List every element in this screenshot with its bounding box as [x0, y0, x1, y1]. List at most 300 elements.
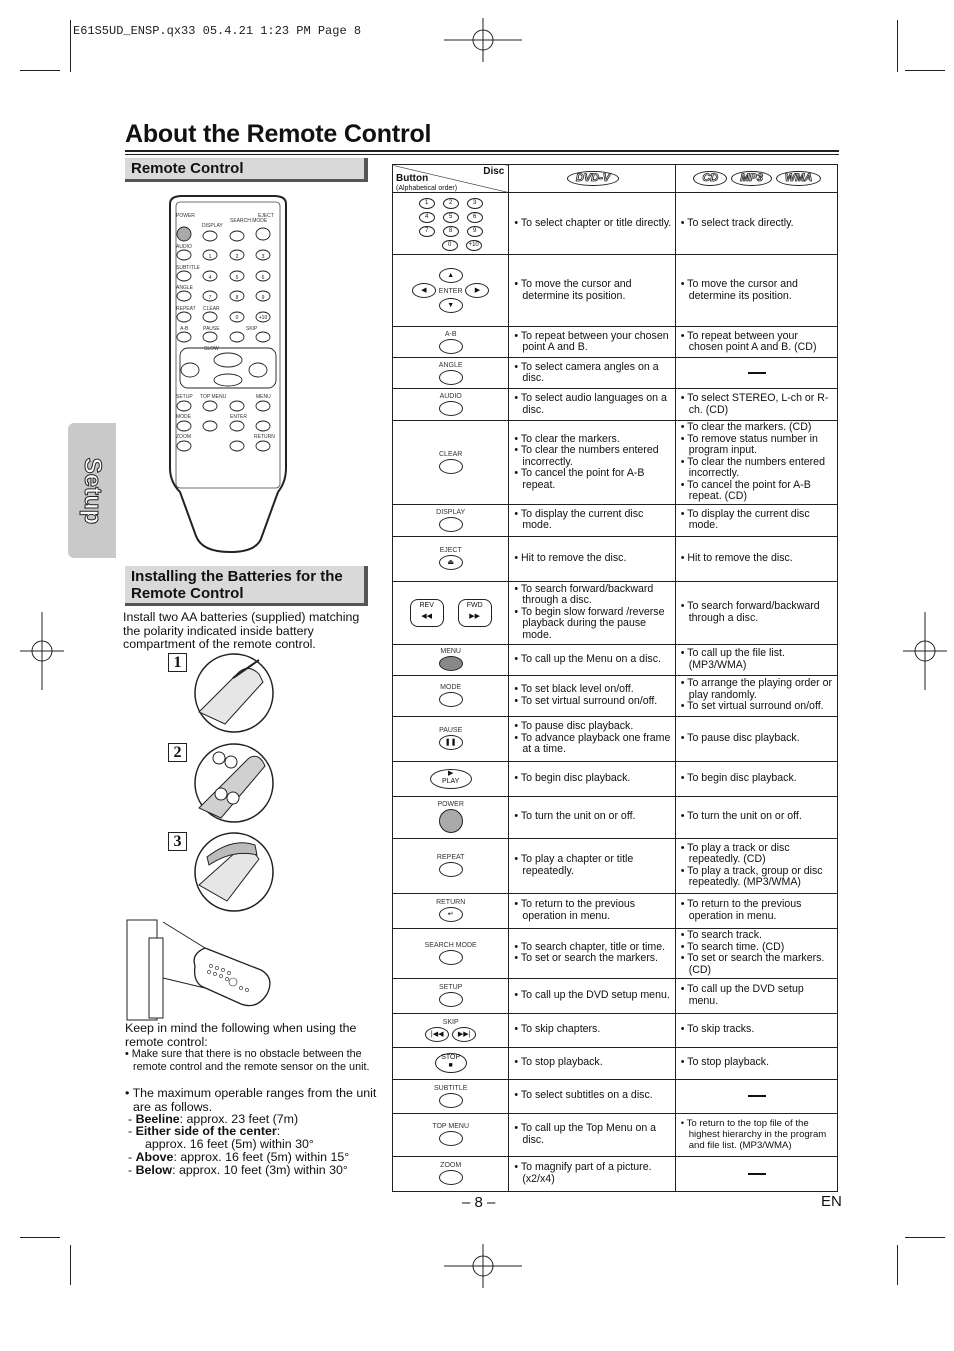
button-label: CLEAR	[439, 450, 463, 458]
function-bullet: • To return to the top file of the highest hierarchy in the program and file list. (MP3/WMA)	[680, 1118, 827, 1151]
button-cell	[393, 1156, 509, 1191]
remote-key-1: 1	[208, 254, 212, 260]
remote-label-eject: EJECT	[258, 213, 274, 219]
function-bullet: • To return to the previous operation in menu.	[680, 898, 802, 922]
function-cell	[509, 796, 675, 838]
function-bullet: • To stop playback.	[680, 1056, 770, 1069]
function-text: To select STEREO, L-ch or R-ch. (CD)	[687, 392, 829, 416]
function-cell	[675, 421, 837, 505]
function-bullet: • To skip chapters.	[514, 1023, 601, 1036]
function-text: To call up the DVD setup menu.	[520, 988, 670, 1001]
button-label: SUBTITLE	[433, 1084, 468, 1092]
not-applicable-dash	[748, 1095, 766, 1097]
button-label: REPEAT	[436, 854, 465, 861]
setup-tab-label: Setup	[79, 457, 106, 524]
button-cell	[393, 675, 509, 716]
function-bullet: • To search time. (CD)	[680, 940, 785, 953]
function-cell	[675, 389, 837, 421]
table-header-cd-mp3-wma	[675, 165, 837, 193]
remote-button-icon	[439, 692, 463, 707]
function-text: To arrange the playing order or play randomly.	[687, 677, 833, 701]
range-side-value: approx. 16 feet (5m) within 30°	[145, 1137, 314, 1151]
number-key: 0	[442, 240, 458, 251]
function-text: To clear the markers. (CD)	[687, 421, 812, 433]
function-text: To call up the DVD setup menu.	[687, 983, 804, 1007]
range-above-label: Above	[135, 1150, 174, 1164]
function-text: To select subtitles on a disc.	[520, 1089, 653, 1102]
notes-bullet-2-text: The maximum operable ranges from the unit are as follows.	[132, 1086, 377, 1114]
function-bullet: • To stop playback.	[514, 1056, 603, 1069]
function-bullet: • To select chapter or title directly.	[514, 216, 672, 229]
function-bullet: • To begin disc playback.	[680, 771, 797, 784]
crop-mark	[897, 1245, 898, 1285]
button-cell	[393, 389, 509, 421]
table-header-row	[393, 165, 838, 193]
remote-aiming-illustration	[125, 918, 275, 1022]
remote-label-clear: CLEAR	[203, 306, 220, 312]
function-bullet: • To select audio languages on a disc.	[514, 392, 667, 416]
button-cell	[393, 255, 509, 327]
function-text: To play a chapter or title repeatedly.	[520, 853, 634, 877]
function-cell	[509, 358, 675, 389]
function-text: To skip tracks.	[687, 1023, 755, 1036]
function-bullet: • To call up the DVD setup menu.	[680, 983, 804, 1007]
table-row	[393, 1047, 838, 1079]
function-cell	[509, 1156, 675, 1191]
remote-key-plus10: +10	[258, 315, 268, 321]
function-text: To select camera angles on a disc.	[520, 360, 659, 384]
cursor-keys-icon	[393, 268, 508, 313]
battery-step-2-illustration	[193, 742, 275, 824]
battery-step-3-illustration	[193, 831, 275, 913]
table-row	[393, 421, 838, 505]
remote-label-slow: SLOW	[204, 346, 219, 352]
button-label: A-B	[444, 330, 457, 338]
function-bullet: • To search track.	[680, 929, 762, 941]
function-text: To begin disc playback.	[687, 771, 797, 784]
function-cell	[509, 421, 675, 505]
remote-label-display: DISPLAY	[202, 223, 223, 229]
table-row	[393, 536, 838, 581]
function-cell	[675, 716, 837, 761]
function-cell	[509, 675, 675, 716]
remote-button-icon	[439, 370, 463, 385]
function-cell	[509, 1013, 675, 1047]
function-bullet: • To select subtitles on a disc.	[514, 1089, 653, 1102]
function-bullet: • To remove status number in program input.	[680, 432, 818, 456]
function-text: To turn the unit on or off.	[520, 810, 636, 823]
remote-label-zoom: ZOOM	[176, 434, 191, 440]
function-bullet: • To set virtual surround on/off.	[514, 694, 658, 707]
remote-button-icon	[439, 459, 463, 474]
title-rule	[125, 150, 839, 152]
remote-control-illustration	[160, 192, 300, 564]
function-cell	[675, 193, 837, 255]
crop-mark	[897, 20, 898, 72]
number-key: 4	[419, 212, 435, 223]
function-bullet: • To skip tracks.	[680, 1023, 755, 1036]
function-text: To remove status number in program input.	[687, 432, 818, 456]
function-text: To move the cursor and determine its position.	[687, 278, 798, 302]
table-row	[393, 1156, 838, 1191]
function-bullet: • To move the cursor and determine its position.	[514, 278, 632, 302]
function-cell	[675, 1013, 837, 1047]
skip-forward-icon: ▶▶|	[452, 1027, 476, 1042]
up-arrow-icon: ▲	[439, 268, 463, 283]
setup-side-tab	[68, 423, 116, 558]
button-cell	[393, 581, 509, 644]
stop-label: STOP	[441, 1054, 461, 1061]
function-cell	[675, 893, 837, 928]
function-cell	[509, 255, 675, 327]
function-text: To cancel the point for A-B repeat. (CD)	[687, 478, 811, 502]
function-bullet: • To call up the Top Menu on a disc.	[514, 1122, 657, 1146]
function-text: To call up the Menu on a disc.	[520, 652, 661, 665]
button-cell	[393, 644, 509, 675]
function-text: To begin disc playback.	[520, 771, 631, 784]
function-bullet: • To select track directly.	[680, 216, 794, 229]
notes-bullet-1: • Make sure that there is no obstacle between the remote control and the remote sensor on the unit.	[125, 1048, 370, 1073]
function-text: To skip chapters.	[520, 1023, 601, 1036]
button-label: MODE	[440, 684, 462, 691]
table-row	[393, 504, 838, 536]
remote-label-enter: ENTER	[230, 414, 247, 420]
remote-key-6: 6	[261, 275, 265, 281]
function-text: To pause disc playback.	[520, 720, 634, 733]
crop-mark	[905, 70, 945, 71]
right-arrow-icon: ▶	[465, 283, 489, 298]
function-text: To set virtual surround on/off.	[520, 694, 658, 707]
function-bullet: • To turn the unit on or off.	[514, 810, 636, 823]
cd-logo-icon: CD	[693, 171, 727, 187]
function-text: To search forward/backward through a disc.	[520, 582, 654, 607]
number-key: 9	[467, 226, 483, 237]
button-cell	[393, 327, 509, 358]
fwd-button-icon: FWD ▶▶	[458, 599, 492, 627]
table-header-dvd	[509, 165, 675, 193]
function-text: To move the cursor and determine its position.	[520, 278, 632, 302]
number-keypad-icon	[393, 194, 508, 254]
function-cell	[509, 389, 675, 421]
function-text: To select track directly.	[687, 216, 794, 229]
function-bullet: • To search forward/backward through a disc.	[680, 600, 820, 624]
button-cell	[393, 978, 509, 1013]
remote-label-power: POWER	[176, 213, 195, 219]
function-bullet: • To return to the previous operation in menu.	[514, 898, 636, 922]
function-text: To select audio languages on a disc.	[520, 392, 667, 416]
function-bullet: • To call up the Menu on a disc.	[514, 652, 661, 665]
crop-mark	[70, 20, 71, 72]
function-cell	[509, 581, 675, 644]
skip-back-icon: |◀◀	[425, 1027, 449, 1042]
function-bullet: • To set virtual surround on/off.	[680, 700, 824, 713]
range-below-label: Below	[135, 1163, 173, 1177]
button-cell	[393, 1013, 509, 1047]
remote-button-icon	[439, 950, 463, 965]
button-function-table	[392, 164, 838, 1192]
remote-label-subtitle: SUBTITLE	[176, 265, 200, 271]
function-text: To call up the file list. (MP3/WMA)	[687, 647, 785, 671]
print-slug: E61S5UD_ENSP.qx33 05.4.21 1:23 PM Page 8	[73, 24, 362, 38]
table-row	[393, 978, 838, 1013]
function-cell	[509, 716, 675, 761]
button-label: MENU	[440, 648, 461, 655]
function-bullet: • To set or search the markers.	[514, 952, 658, 964]
table-row	[393, 255, 838, 327]
function-bullet: • To magnify part of a picture. (x2/x4)	[514, 1161, 652, 1185]
step-number: 2	[168, 743, 187, 762]
crop-mark	[20, 70, 60, 71]
remote-button-icon	[439, 809, 463, 833]
range-side: - Either side of the center:	[128, 1124, 281, 1138]
table-header-button: Button	[396, 173, 429, 184]
function-cell	[509, 893, 675, 928]
button-cell	[393, 1047, 509, 1079]
skip-label: SKIP	[442, 1018, 459, 1026]
table-row	[393, 1079, 838, 1113]
button-cell	[393, 536, 509, 581]
button-label: POWER	[437, 801, 464, 808]
table-row	[393, 1013, 838, 1047]
function-text: Hit to remove the disc.	[521, 551, 627, 564]
table-header-button-disc	[393, 165, 509, 193]
range-side-label: Either side of the center	[135, 1124, 277, 1138]
function-bullet: • To turn the unit on or off.	[680, 810, 802, 823]
number-key: 8	[443, 226, 459, 237]
rev-label: REV	[419, 601, 434, 609]
remote-key-0: 0	[235, 315, 239, 321]
table-row	[393, 644, 838, 675]
button-cell	[393, 193, 509, 255]
function-text: To turn the unit on or off.	[687, 810, 802, 823]
button-cell	[393, 796, 509, 838]
batteries-intro: Install two AA batteries (supplied) matching the polarity indicated inside battery compartment of the remote control.	[123, 610, 360, 651]
button-cell	[393, 928, 509, 978]
function-bullet: • To cancel the point for A-B repeat.	[514, 467, 645, 491]
button-cell	[393, 761, 509, 796]
function-bullet: • To clear the numbers entered incorrectly.	[514, 444, 659, 468]
rev-button-icon: REV ◀◀	[410, 599, 444, 627]
remote-label-top-menu: TOP MENU	[200, 394, 227, 400]
table-row	[393, 1113, 838, 1156]
remote-button-icon	[439, 862, 463, 877]
remote-button-icon	[439, 992, 463, 1007]
range-beeline-label: Beeline	[135, 1112, 180, 1126]
down-arrow-icon: ▼	[439, 298, 463, 313]
function-cell	[675, 928, 837, 978]
range-below: - Below: approx. 10 feet (3m) within 30°	[128, 1163, 348, 1177]
function-text: To stop playback.	[520, 1056, 603, 1069]
function-text: To set black level on/off.	[520, 683, 634, 695]
button-label: SETUP	[439, 984, 463, 991]
function-cell-none	[675, 1079, 837, 1113]
remote-button-icon	[439, 517, 463, 532]
remote-label-search-mode: SEARCH MODE	[230, 218, 268, 224]
table-row	[393, 358, 838, 389]
function-text: To repeat between your chosen point A and B.	[520, 329, 669, 353]
function-text: To search chapter, title or time.	[520, 940, 666, 953]
remote-button-icon	[439, 1093, 463, 1108]
number-key: 5	[443, 212, 459, 223]
function-bullet: • To play a chapter or title repeatedly.	[514, 853, 634, 877]
function-text: To search forward/backward through a disc.	[687, 600, 820, 624]
remote-label-audio: AUDIO	[176, 244, 192, 250]
function-text: To return to the previous operation in menu.	[520, 898, 636, 922]
remote-label-angle: ANGLE	[176, 285, 193, 291]
function-text: To clear the markers.	[520, 432, 620, 445]
remote-key-8: 8	[235, 295, 239, 301]
crop-mark	[20, 1237, 60, 1238]
function-cell	[675, 1113, 837, 1156]
function-cell	[509, 536, 675, 581]
number-key: 3	[467, 198, 483, 209]
function-cell	[675, 978, 837, 1013]
function-bullet: • To set black level on/off.	[514, 683, 634, 695]
function-bullet: • To clear the markers. (CD)	[680, 421, 812, 433]
number-key: +10	[466, 240, 482, 251]
page-title: About the Remote Control	[125, 120, 432, 148]
function-bullet: • To call up the file list. (MP3/WMA)	[680, 647, 785, 671]
function-cell	[675, 255, 837, 327]
table-row	[393, 581, 838, 644]
function-cell	[509, 1113, 675, 1156]
button-cell	[393, 421, 509, 505]
button-label: AUDIO	[439, 393, 462, 400]
remote-label-skip: SKIP	[246, 326, 258, 332]
function-bullet: • To repeat between your chosen point A and B. (CD)	[680, 329, 817, 353]
registration-mark-icon	[20, 612, 64, 690]
button-label: ENTER	[438, 288, 463, 296]
function-bullet: • To play a track, group or disc repeatedly. (MP3/WMA)	[680, 864, 823, 888]
function-cell	[675, 761, 837, 796]
table-row	[393, 761, 838, 796]
function-bullet: • Hit to remove the disc.	[514, 551, 627, 564]
remote-button-icon	[439, 401, 463, 416]
registration-mark-icon	[903, 612, 947, 690]
crop-mark	[70, 1245, 71, 1285]
table-row	[393, 193, 838, 255]
table-row	[393, 838, 838, 893]
function-bullet: • To pause disc playback.	[514, 720, 634, 733]
button-cell	[393, 358, 509, 389]
function-bullet: • To begin slow forward /reverse playback during the pause mode.	[514, 605, 665, 641]
function-cell-none	[675, 358, 837, 389]
range-above-value: : approx. 16 feet (5m) within 15°	[173, 1150, 350, 1164]
table-header-disc: Disc	[483, 166, 505, 177]
step-number: 3	[168, 832, 187, 851]
function-text: To clear the numbers entered incorrectly.	[687, 455, 825, 479]
function-text: To advance playback one frame at a time.	[520, 731, 671, 756]
function-text: To set or search the markers. (CD)	[687, 952, 825, 976]
function-cell	[509, 928, 675, 978]
number-key: 2	[443, 198, 459, 209]
function-cell	[509, 838, 675, 893]
function-cell	[509, 327, 675, 358]
range-beeline-value: : approx. 23 feet (7m)	[179, 1112, 299, 1126]
button-label: TOP MENU	[432, 1123, 470, 1130]
not-applicable-dash	[748, 1173, 766, 1175]
table-row	[393, 327, 838, 358]
batteries-heading: Installing the Batteries for the Remote Control	[125, 566, 368, 606]
function-cell	[675, 644, 837, 675]
play-label: PLAY	[441, 777, 460, 785]
remote-control-heading: Remote Control	[125, 158, 368, 182]
function-text: To search track.	[687, 929, 762, 941]
function-cell	[509, 761, 675, 796]
table-row	[393, 928, 838, 978]
function-cell	[509, 1079, 675, 1113]
function-text: To repeat between your chosen point A and B. (CD)	[687, 329, 817, 353]
function-text: To display the current disc mode.	[687, 507, 810, 531]
function-text: To return to the top file of the highest hierarchy in the program and file list. (MP3/WMA)	[686, 1118, 827, 1151]
notes-lead: Keep in mind the following when using the remote control:	[125, 1021, 357, 1049]
function-text: To stop playback.	[687, 1056, 770, 1069]
language-tag: EN	[821, 1193, 842, 1210]
function-text: To play a track or disc repeatedly. (CD)	[687, 841, 790, 865]
function-text: To set virtual surround on/off.	[687, 700, 824, 713]
crop-mark	[905, 1237, 945, 1238]
table-row	[393, 389, 838, 421]
button-cell	[393, 716, 509, 761]
notes-bullet-2: • The maximum operable ranges from the unit are as follows.	[125, 1086, 377, 1114]
function-text: To search time. (CD)	[687, 940, 785, 953]
function-text: Hit to remove the disc.	[687, 551, 793, 564]
function-cell	[509, 1047, 675, 1079]
button-label: ANGLE	[438, 361, 463, 369]
remote-button-icon: ❚❚	[439, 735, 463, 750]
step-number: 1	[168, 653, 187, 672]
number-key: 6	[467, 212, 483, 223]
battery-step-1-illustration	[193, 652, 275, 734]
remote-label-menu: MENU	[256, 394, 271, 400]
button-label: SEARCH MODE	[424, 941, 477, 949]
play-button-icon: ▶ PLAY	[430, 769, 472, 789]
function-text: To display the current disc mode.	[520, 507, 644, 531]
remote-key-9: 9	[261, 295, 265, 301]
function-bullet: • To clear the numbers entered incorrectly.	[680, 455, 825, 479]
number-key: 1	[419, 198, 435, 209]
fwd-label: FWD	[466, 601, 483, 609]
button-cell	[393, 893, 509, 928]
function-text: To begin slow forward /reverse playback during the pause mode.	[520, 605, 665, 641]
function-text: To magnify part of a picture. (x2/x4)	[520, 1161, 652, 1185]
function-text: To play a track, group or disc repeatedly. (MP3/WMA)	[687, 864, 823, 888]
stop-button-icon: STOP ■	[435, 1053, 467, 1073]
notes-bullet-1-text: Make sure that there is no obstacle between the remote control and the remote sensor on the unit.	[131, 1048, 370, 1073]
button-label: DISPLAY	[436, 508, 466, 516]
registration-mark-icon	[444, 18, 522, 62]
function-text: To select chapter or title directly.	[520, 216, 672, 229]
function-bullet: • To select STEREO, L-ch or R-ch. (CD)	[680, 392, 829, 416]
function-cell	[675, 504, 837, 536]
button-label: EJECT	[439, 547, 462, 554]
remote-label-ab: A-B	[180, 326, 189, 332]
remote-key-4: 4	[208, 275, 212, 281]
function-bullet: • To call up the DVD setup menu.	[514, 988, 670, 1001]
remote-button-icon	[439, 1131, 463, 1146]
remote-label-setup: SETUP	[176, 394, 193, 400]
function-text: To set or search the markers.	[520, 952, 658, 964]
function-bullet: • To cancel the point for A-B repeat. (CD)	[680, 478, 811, 502]
function-bullet: • To begin disc playback.	[514, 771, 631, 784]
table-header-sub: (Alphabetical order)	[396, 185, 458, 192]
button-label: ZOOM	[440, 1162, 462, 1169]
left-arrow-icon: ◀	[412, 283, 436, 298]
function-bullet: • To search forward/backward through a disc.	[514, 582, 654, 607]
button-cell	[393, 1079, 509, 1113]
function-bullet: • To display the current disc mode.	[514, 507, 644, 531]
function-text: To clear the numbers entered incorrectly.	[520, 444, 659, 468]
